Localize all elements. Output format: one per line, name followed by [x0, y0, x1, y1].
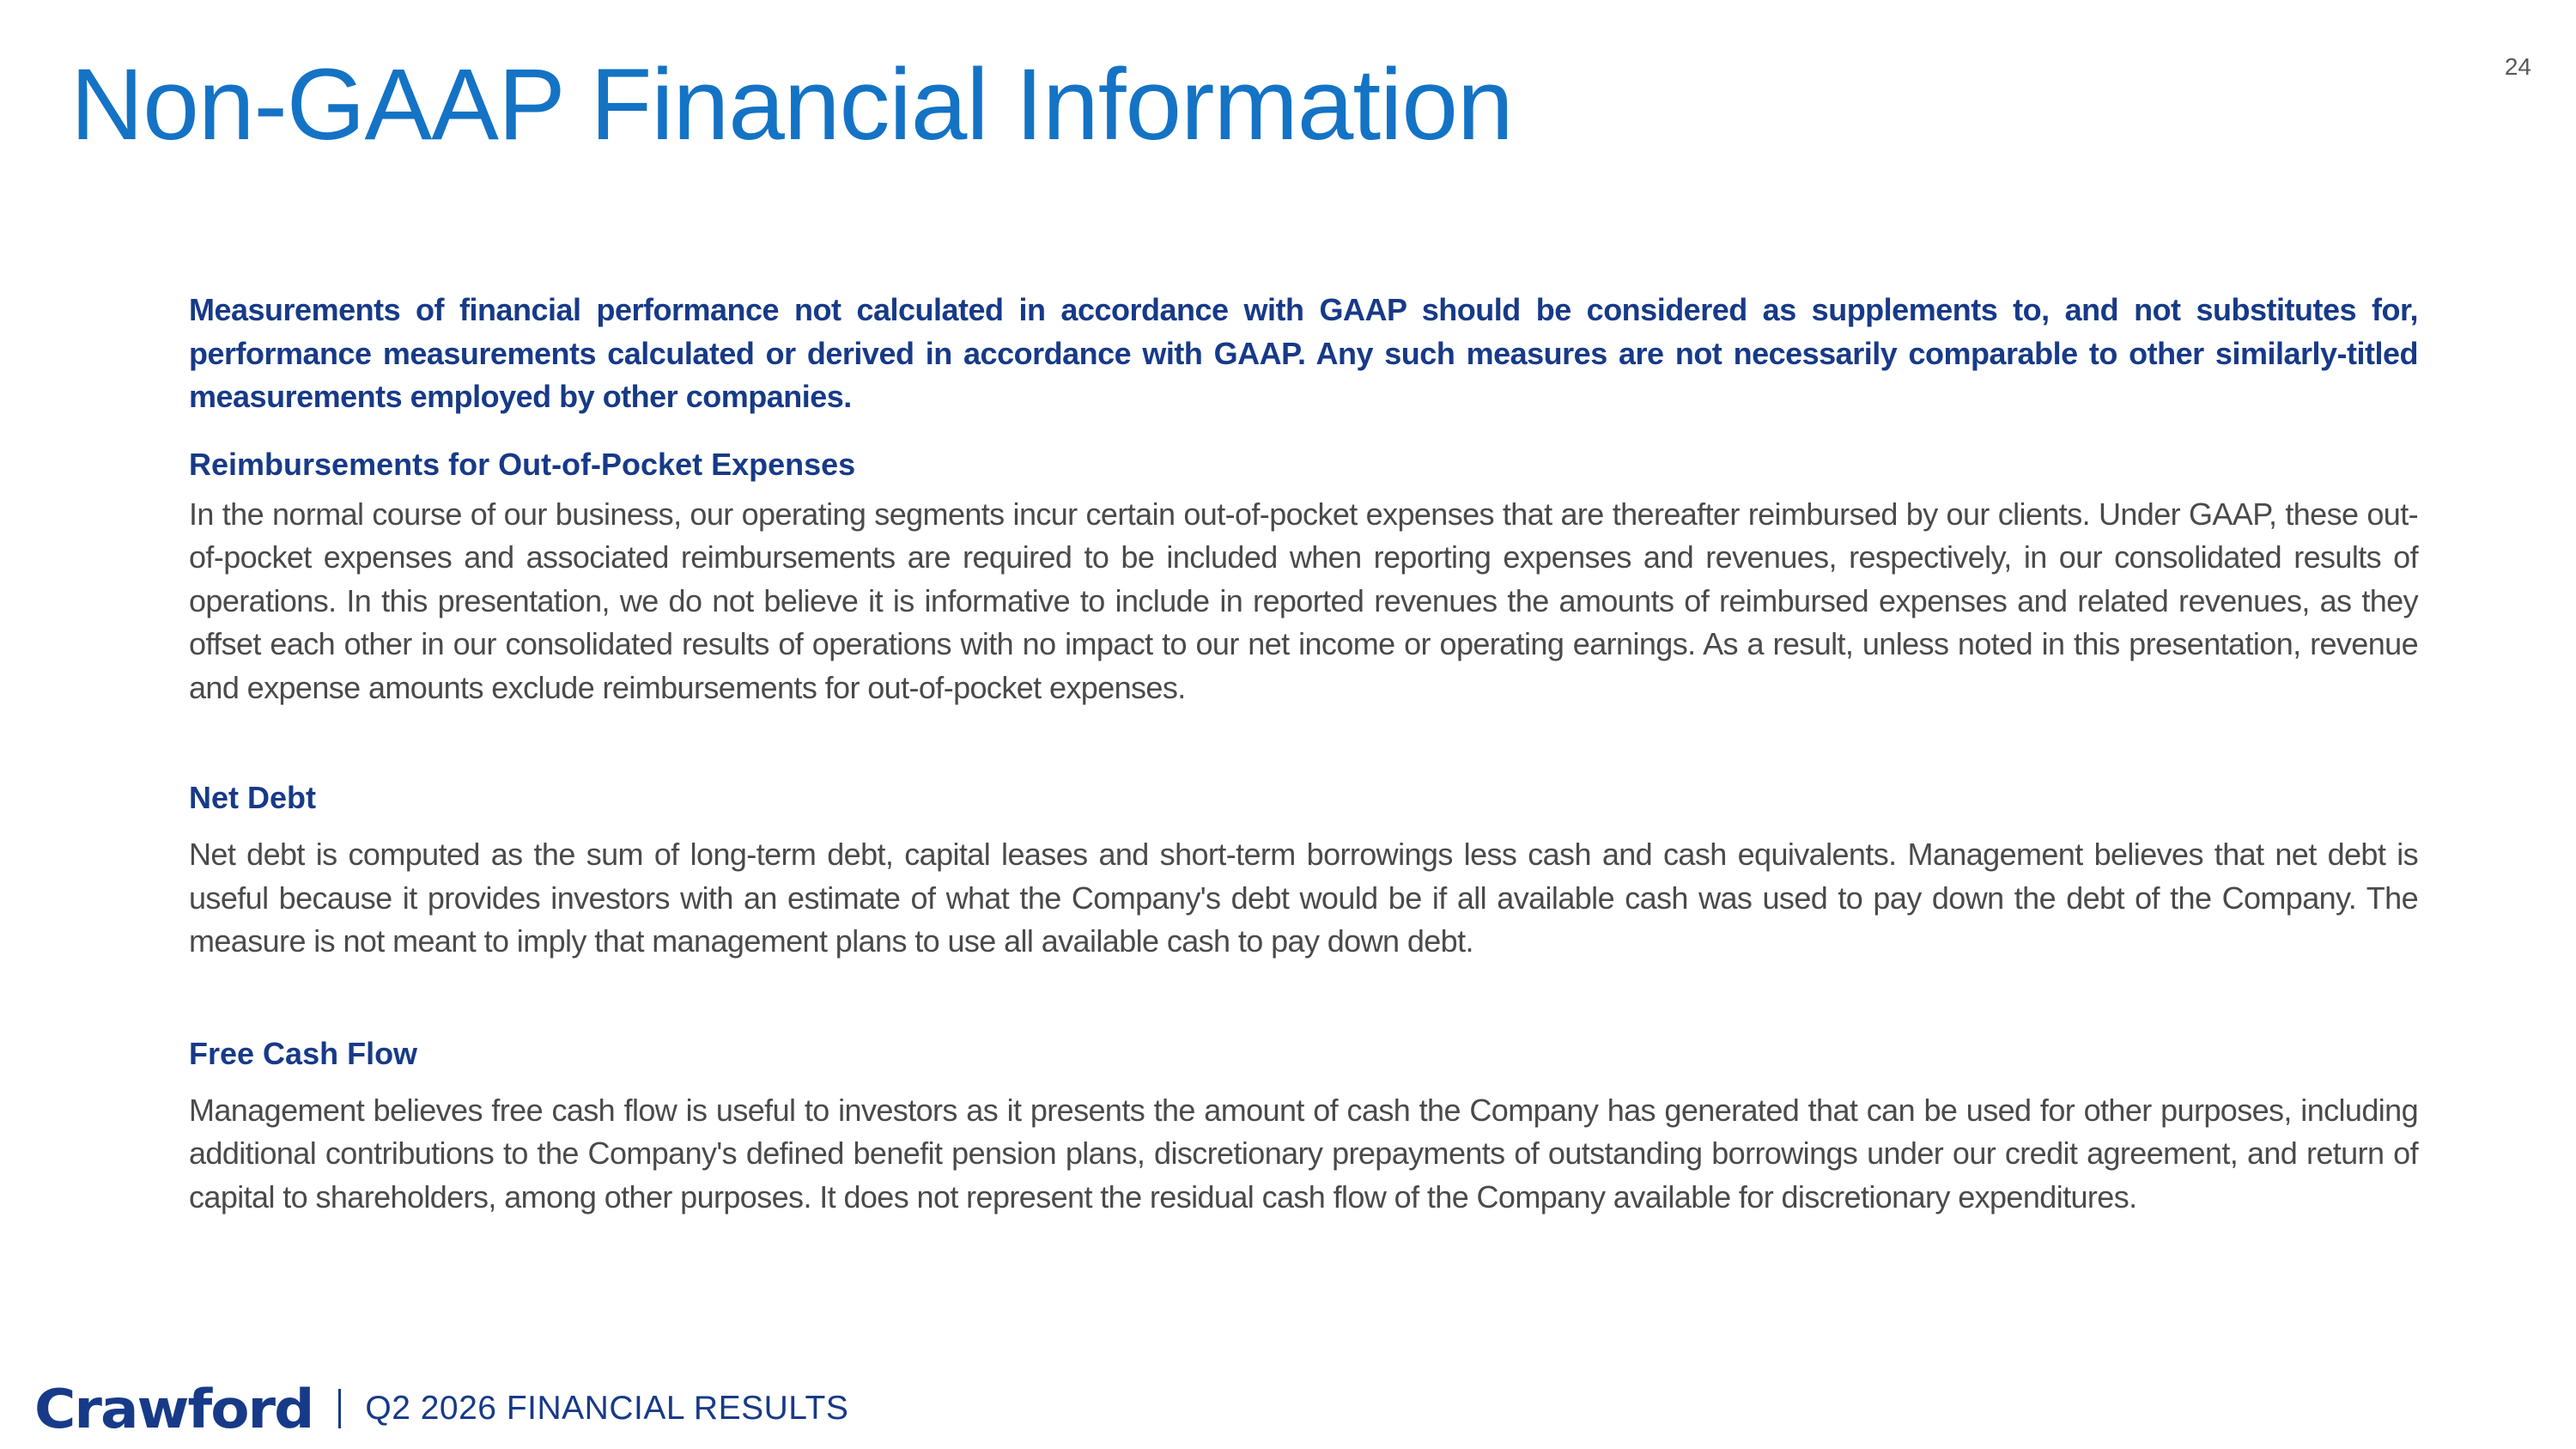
- footer-divider: [338, 1389, 341, 1428]
- footer: [34, 1377, 849, 1440]
- section-heading-reimbursements: Reimbursements for Out-of-Pocket Expenses: [189, 446, 856, 482]
- section-body-net-debt: Net debt is computed as the sum of long-term debt, capital leases and short-term borrowings less cash and cash equivalents. Management believes that net debt is useful because it provides investors with an estimate of what the Company's debt would be if all available cash was used to pay down the debt of the Company. The measure is not meant to imply that management plans to use all available cash to pay down debt.: [189, 837, 2418, 959]
- section-body-free-cash-flow: Management believes free cash flow is useful to investors as it presents the amount of cash the Company has generated that can be used for other purposes, including additional contributions to the Company's defined benefit pension plans, discretionary prepayments of outstanding borrowings under our credit agreement, and return of capital to shareholders, among other purposes. It does not represent the residual cash flow of the Company available for discretionary expenditures.: [189, 1092, 2418, 1215]
- crawford-logo: Crawford: [34, 1377, 313, 1440]
- section-heading-net-debt: Net Debt: [189, 780, 317, 815]
- page-number: 24: [2504, 53, 2531, 80]
- section-heading-free-cash-flow: Free Cash Flow: [189, 1035, 418, 1071]
- section-body-reimbursements: In the normal course of our business, our operating segments incur certain out-of-pocket expenses that are thereafter reimbursed by our clients. Under GAAP, these out-of-pocket expenses and associated reimbursements are required to be included when reporting expenses and revenues, respectively, in our consolidated results of operations. In this presentation, we do not believe it is informative to include in reported revenues the amounts of reimbursed expenses and related revenues, as they offset each other in our consolidated results of operations with no impact to our net income or operating earnings. As a result, unless noted in this presentation, revenue and expense amounts exclude reimbursements for out-of-pocket expenses.: [189, 496, 2418, 705]
- footer-report-label: Q2 2026 FINANCIAL RESULTS: [365, 1390, 849, 1427]
- main-content: [189, 289, 2418, 1219]
- page-title: Non-GAAP Financial Information: [70, 48, 1513, 161]
- intro-disclaimer: Measurements of financial performance not calculated in accordance with GAAP should be considered as supplements to, and not substitutes for, performance measurements calculated or derived in accordance with GAAP. Any such measures are not necessarily comparable to other similarly-titled measurements employed by other companies.: [189, 292, 2418, 414]
